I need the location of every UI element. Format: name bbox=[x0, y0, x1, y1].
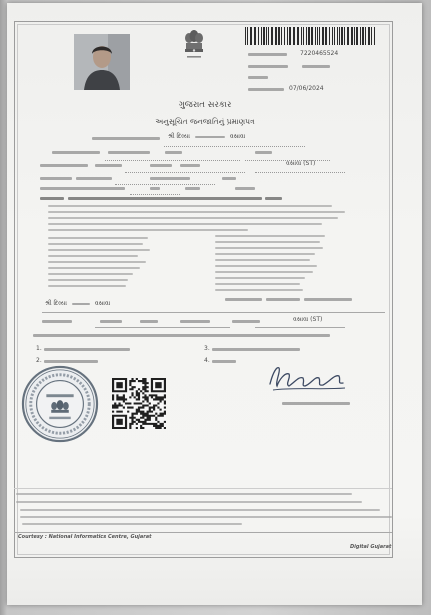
holder-name bbox=[45, 301, 110, 307]
condition-number: 3. bbox=[204, 345, 210, 352]
illegible-text-line bbox=[150, 187, 160, 190]
illegible-text-line bbox=[22, 523, 242, 525]
illegible-text-line bbox=[48, 273, 133, 275]
illegible-text-line bbox=[68, 197, 262, 200]
illegible-text-line bbox=[215, 259, 310, 261]
illegible-text-line bbox=[40, 197, 64, 200]
illegible-text-line bbox=[150, 177, 190, 180]
fill-in-underline bbox=[125, 172, 245, 173]
illegible-text-line bbox=[16, 501, 362, 503]
illegible-text-line bbox=[76, 177, 112, 180]
illegible-text-line bbox=[48, 249, 150, 251]
illegible-text-line bbox=[48, 285, 126, 287]
rule-line bbox=[255, 327, 345, 328]
illegible-text-line bbox=[212, 360, 236, 363]
illegible-text-line bbox=[40, 164, 88, 167]
illegible-text-line bbox=[48, 223, 322, 225]
holder-caste: વસાવા (ST) bbox=[293, 316, 323, 323]
illegible-text-line bbox=[33, 334, 330, 337]
issue-date: 07/06/2024 bbox=[289, 85, 324, 92]
applicant-photo bbox=[74, 34, 130, 90]
illegible-text-line bbox=[48, 267, 140, 269]
illegible-text-line bbox=[215, 247, 323, 249]
state-emblem-icon bbox=[182, 29, 206, 61]
application-number: 7220465524 bbox=[300, 50, 339, 57]
illegible-text-line bbox=[20, 509, 380, 511]
fill-in-underline bbox=[164, 146, 305, 147]
illegible-text-line bbox=[248, 53, 287, 56]
illegible-text-line bbox=[40, 177, 72, 180]
illegible-text-line bbox=[215, 283, 300, 285]
fill-in-underline bbox=[115, 184, 215, 185]
holder-surname: વસાવા bbox=[94, 300, 111, 307]
illegible-text-line bbox=[235, 187, 255, 190]
illegible-text-line bbox=[40, 187, 125, 190]
illegible-text-line bbox=[100, 320, 122, 323]
illegible-text-line bbox=[92, 137, 160, 140]
illegible-text-line bbox=[44, 360, 98, 363]
illegible-text-line bbox=[52, 151, 100, 154]
illegible-text-line bbox=[42, 320, 72, 323]
illegible-text-line bbox=[215, 241, 320, 243]
fill-in-underline bbox=[130, 194, 180, 195]
illegible-text-line bbox=[195, 136, 225, 139]
illegible-text-line bbox=[48, 243, 143, 245]
fill-in-underline bbox=[245, 160, 330, 161]
illegible-text-line bbox=[44, 348, 130, 351]
illegible-text-line bbox=[282, 402, 350, 405]
illegible-text-line bbox=[265, 197, 282, 200]
illegible-text-line bbox=[248, 88, 284, 91]
illegible-text-line bbox=[72, 303, 90, 306]
illegible-text-line bbox=[248, 76, 268, 79]
illegible-text-line bbox=[48, 211, 345, 213]
illegible-text-line bbox=[215, 277, 305, 279]
illegible-text-line bbox=[108, 151, 150, 154]
barcode-bars bbox=[245, 27, 375, 45]
illegible-text-line bbox=[185, 187, 200, 190]
holder-first-name: શ્રી દિવ્યા bbox=[45, 300, 67, 307]
page-title: ગુજરાત સરકાર bbox=[178, 100, 232, 110]
applicant-caste: વસાવા (ST) bbox=[286, 160, 316, 167]
applicant-name bbox=[168, 134, 245, 140]
barcode bbox=[244, 27, 376, 45]
applicant-first-name: શ્રી દિવ્યા bbox=[168, 133, 190, 140]
illegible-text-line bbox=[215, 289, 303, 291]
illegible-text-line bbox=[304, 298, 352, 301]
rule-line bbox=[95, 327, 230, 328]
rule-line bbox=[42, 312, 385, 313]
illegible-text-line bbox=[150, 164, 172, 167]
illegible-text-line bbox=[48, 237, 148, 239]
illegible-text-line bbox=[255, 151, 272, 154]
illegible-text-line bbox=[232, 320, 260, 323]
illegible-text-line bbox=[48, 261, 146, 263]
fill-in-underline bbox=[255, 172, 345, 173]
brand-label: Digital Gujarat bbox=[350, 544, 392, 550]
condition-number: 2. bbox=[36, 357, 42, 364]
illegible-text-line bbox=[266, 298, 300, 301]
applicant-surname: વસાવા bbox=[229, 133, 246, 140]
illegible-text-line bbox=[225, 298, 262, 301]
illegible-text-line bbox=[180, 164, 200, 167]
condition-number: 1. bbox=[36, 345, 42, 352]
illegible-text-line bbox=[222, 177, 236, 180]
rule-line bbox=[14, 532, 392, 533]
illegible-text-line bbox=[48, 217, 338, 219]
illegible-text-line bbox=[20, 516, 392, 518]
illegible-text-line bbox=[48, 205, 332, 207]
qr-code bbox=[112, 378, 166, 429]
illegible-text-line bbox=[165, 151, 182, 154]
illegible-text-line bbox=[215, 265, 317, 267]
illegible-text-line bbox=[48, 229, 248, 231]
official-seal bbox=[21, 365, 99, 443]
illegible-text-line bbox=[212, 348, 300, 351]
illegible-text-line bbox=[248, 65, 288, 68]
fill-in-underline bbox=[105, 160, 240, 161]
certificate-subtitle: અનુસૂચિત જનજાતિનું પ્રમાણપત્ર bbox=[155, 117, 255, 126]
illegible-text-line bbox=[215, 271, 313, 273]
courtesy-note: Courtesy : National Informatics Centre, Gujarat bbox=[18, 534, 152, 540]
illegible-text-line bbox=[95, 164, 122, 167]
condition-number: 4. bbox=[204, 357, 210, 364]
illegible-text-line bbox=[215, 253, 315, 255]
illegible-text-line bbox=[140, 320, 158, 323]
illegible-text-line bbox=[16, 493, 352, 495]
illegible-text-line bbox=[48, 279, 128, 281]
signature bbox=[265, 362, 350, 394]
illegible-text-line bbox=[302, 65, 330, 68]
illegible-text-line bbox=[180, 320, 210, 323]
illegible-text-line bbox=[215, 235, 325, 237]
rule-line bbox=[14, 488, 392, 489]
illegible-text-line bbox=[48, 255, 138, 257]
